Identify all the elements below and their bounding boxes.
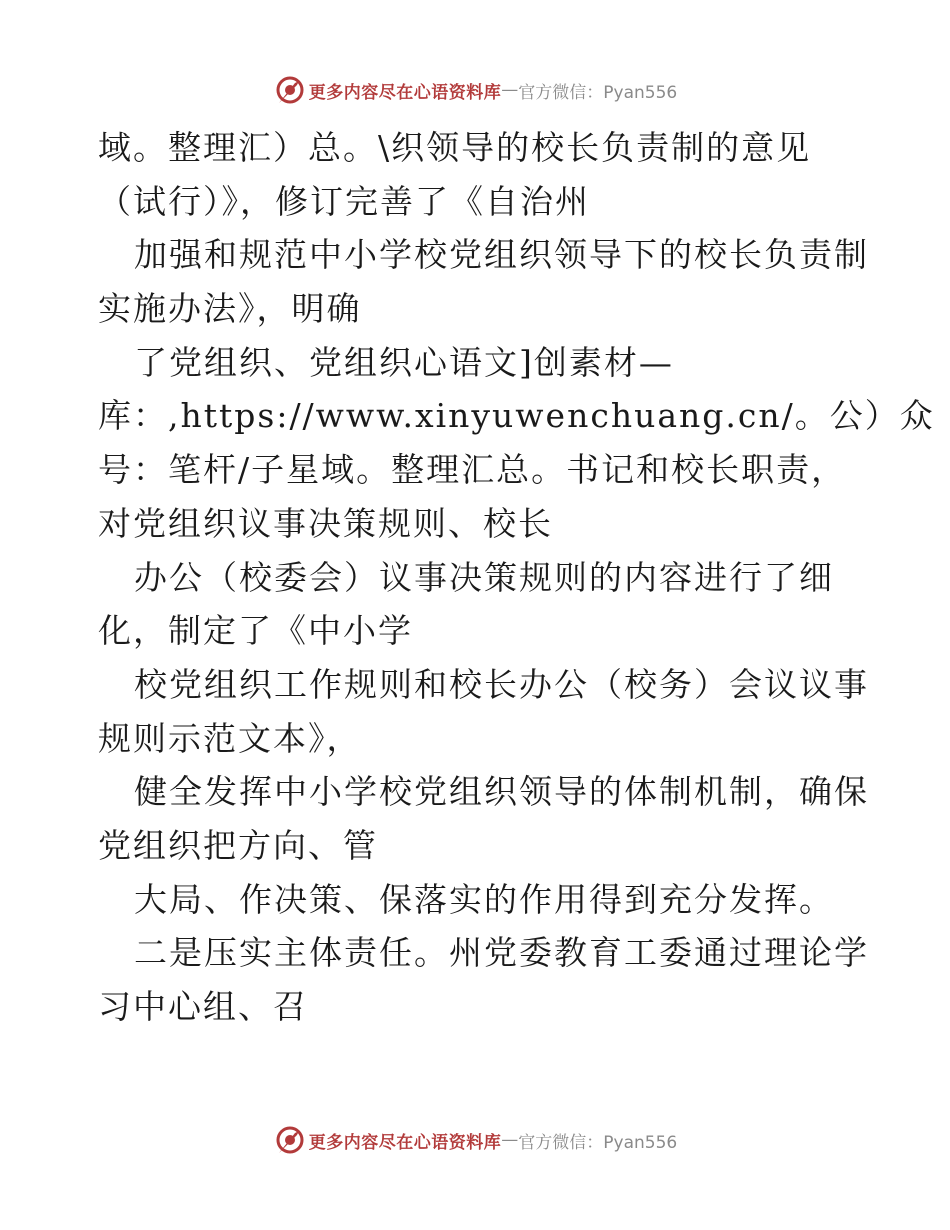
body-line: 化，制定了《中小学 <box>98 611 413 651</box>
quill-seal-icon <box>273 1123 307 1157</box>
body-line: 域。整理汇）总。\织领导的校长负责制的意见 <box>98 128 812 167</box>
banner-brand-text: 更多内容尽在心语资料库 <box>308 1132 502 1153</box>
banner-contact-text: 官方微信：Pyan556 <box>518 82 678 103</box>
body-line: 二是压实主体责任。州党委教育工委通过理论学 <box>134 933 869 973</box>
body-line: 库：,https://www.xinyuwenchuang.cn/。公）众 <box>98 396 935 436</box>
header-banner <box>0 72 950 108</box>
body-line: 办公（校委会）议事决策规则的内容进行了细 <box>134 557 834 597</box>
body-line: （试行）》，修订完善了《自治州 <box>98 181 590 221</box>
document-body <box>98 121 935 1034</box>
body-line: 加强和规范中小学校党组织领导下的校长负责制 <box>134 235 869 275</box>
body-line: 规则示范文本》， <box>98 718 362 758</box>
footer-banner <box>0 1122 950 1158</box>
body-line: 健全发挥中小学校党组织领导的体制机制，确保 <box>134 772 869 812</box>
body-line: 对党组织议事决策规则、校长 <box>98 503 553 543</box>
body-line: 党组织把方向、管 <box>98 825 378 865</box>
body-line: 号：笔杆/子星域。整理汇总。书记和校长职责， <box>98 450 847 490</box>
banner-brand-text: 更多内容尽在心语资料库 <box>308 82 502 103</box>
banner-separator: — <box>501 1130 519 1150</box>
banner-separator: — <box>501 80 519 100</box>
body-line: 校党组织工作规则和校长办公（校务）会议议事 <box>134 664 869 704</box>
body-line: 大局、作决策、保落实的作用得到充分发挥。 <box>134 879 834 919</box>
body-line: 了党组织、党组织心语文]创素材— <box>134 342 674 382</box>
body-line: 实施办法》，明确 <box>98 289 362 329</box>
banner-contact-text: 官方微信：Pyan556 <box>518 1132 678 1153</box>
quill-seal-icon <box>273 73 307 107</box>
body-line: 习中心组、召 <box>98 987 308 1026</box>
